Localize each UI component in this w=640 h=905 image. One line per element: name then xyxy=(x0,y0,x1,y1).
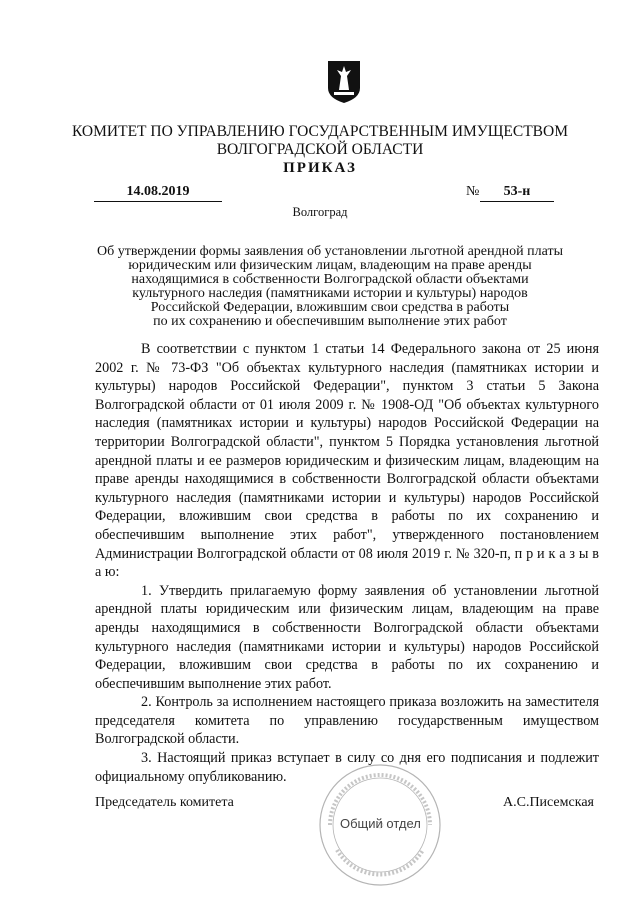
organization-name-line1: КОМИТЕТ ПО УПРАВЛЕНИЮ ГОСУДАРСТВЕННЫМ ИМУЩЕСТВОМ xyxy=(71,123,568,140)
preamble-paragraph: В соответствии с пунктом 1 статьи 14 Федерального закона от 25 июня 2002 г. № 73-ФЗ "Об объектах культурного наследия (памятниках истории и культуры) народов Российской Федерации", пунктом 3 статьи 5 Закона Волгоградской области от 01 июля 2009 г. № 1908-ОД "Об объектах культурного наследия (памятниках истории и культуры) народов Российской Федерации на территории Волгоградской области", пунктом 5 Порядка установления льготной арендной платы и ее размеров юридическим и физическим лицам, владеющим на праве аренды находящимися в собственности Волгоградской области объектами культурного наследия (памятниками истории и культуры) народов Российской Федерации, вложившим свои средства в работы по их сохранению и обеспечившим выполнение этих работ", утвержденного постановлением Администрации Волгоградской области от 08 июля 2019 г. № 320-п, п р и к а з ы в а ю: xyxy=(95,341,599,581)
title-line: находящимися в собственности Волгоградской области объектами xyxy=(131,272,529,287)
order-title xyxy=(80,245,580,329)
signatory-name: А.С.Писемская xyxy=(503,795,594,810)
title-line: юридическим или физическим лицам, владеющим на праве аренды xyxy=(128,258,532,273)
city: Волгоград xyxy=(292,205,348,219)
title-line: по их сохранению и обеспечившим выполнение этих работ xyxy=(153,314,507,329)
document-type: ПРИКАЗ xyxy=(283,160,357,176)
title-line: Российской Федерации, вложившим свои средства в работы xyxy=(150,300,510,315)
order-body xyxy=(95,340,599,786)
coat-of-arms-icon xyxy=(327,60,361,104)
order-date: 14.08.2019 xyxy=(94,183,222,202)
organization-name-line2: ВОЛГОГРАДСКОЙ ОБЛАСТИ xyxy=(216,141,424,158)
number-label: № xyxy=(466,184,480,199)
clause-3: 3. Настоящий приказ вступает в силу со дня его подписания и подлежит официальному опубликованию. xyxy=(95,750,599,785)
clause-1: 1. Утвердить прилагаемую форму заявления об установлении льготной арендной платы юридическим или физическим лицам, владеющим на праве аренды находящимися в собственности Волгоградской области объектами культурного наследия (памятниками истории и культуры) народов Российской Федерации, вложившим свои средства в работы по их сохранению и обеспечившим выполнение этих работ. xyxy=(95,582,599,692)
signatory-position: Председатель комитета xyxy=(95,795,234,810)
clause-2: 2. Контроль за исполнением настоящего приказа возложить на заместителя председателя комитета по управлению государственным имуществом Волгоградской области. xyxy=(95,694,599,748)
title-line: Об утверждении формы заявления об установлении льготной арендной платы xyxy=(97,244,563,259)
stamp-text: Общий отдел xyxy=(340,816,421,831)
order-number: 53-н xyxy=(480,183,554,202)
title-line: культурного наследия (памятниками истории и культуры) народов xyxy=(132,286,528,301)
